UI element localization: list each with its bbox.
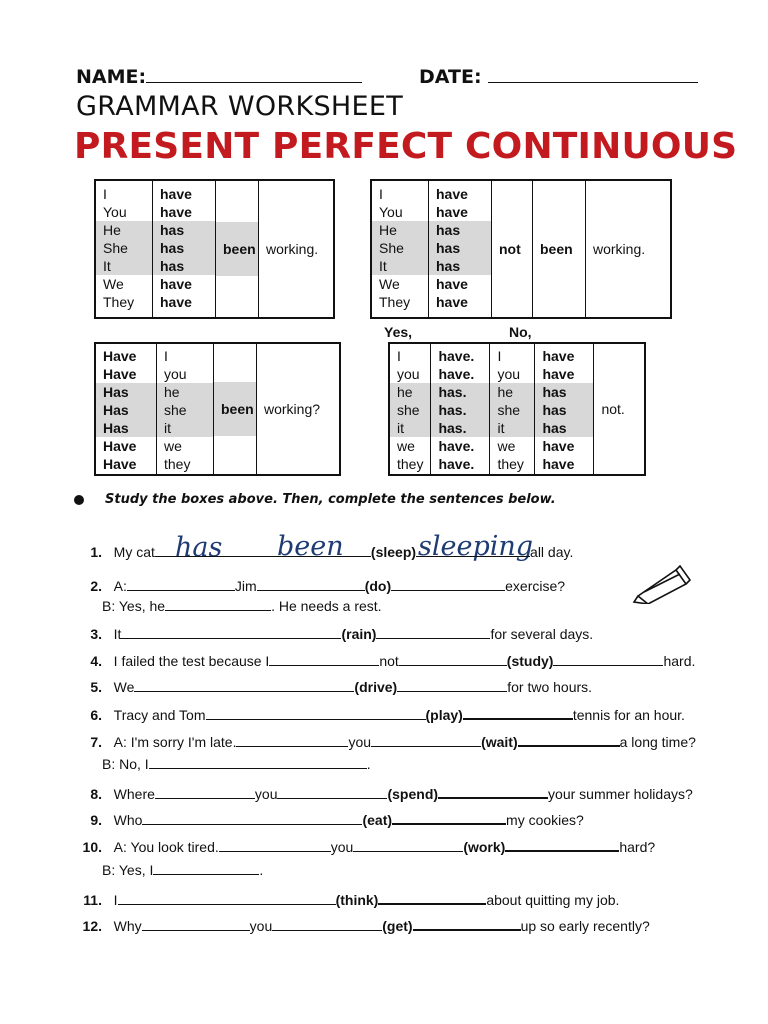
blank[interactable]: [249, 542, 371, 557]
exercise-8: 8. Where you (spend) your summer holidays?: [78, 783, 693, 802]
blank[interactable]: [399, 651, 507, 666]
blank[interactable]: [121, 624, 341, 639]
exercise-4: 4. I failed the test because I not (study) hard.: [90, 653, 696, 669]
affirmative-been: been: [216, 180, 259, 318]
affirmative-verb: working.: [259, 180, 335, 318]
blank[interactable]: [142, 916, 250, 931]
instruction-text: Study the boxes above. Then, complete the sentences below.: [105, 492, 556, 507]
blank[interactable]: [272, 916, 382, 931]
affirmative-aux: have have has has has have have: [153, 180, 216, 318]
handwritten-answer-3: sleeping: [418, 531, 534, 562]
exercise-12: 12. Why you (get) up so early recently?: [78, 915, 650, 934]
exercise-1: 1. My cat (sleep) all day.: [90, 544, 574, 560]
yes-aux: have. have. has. has. has. have. have.: [431, 343, 490, 475]
no-subjects: I you he she it we they: [490, 343, 535, 475]
blank[interactable]: [392, 809, 506, 825]
blank[interactable]: [127, 576, 235, 591]
blank[interactable]: [165, 596, 271, 611]
blank[interactable]: [134, 677, 354, 692]
exercise-9: 9. Who (eat) my cookies?: [78, 809, 584, 828]
blank[interactable]: [518, 731, 620, 747]
exercise-10-line2: B: Yes, I .: [102, 862, 264, 878]
question-table: [94, 342, 341, 476]
exercise-5: 5. We (drive) for two hours.: [90, 679, 593, 695]
blank[interactable]: [397, 677, 507, 692]
exercise-2: 2. A: Jim (do) exercise?: [90, 578, 566, 594]
name-label: NAME:: [76, 66, 147, 88]
question-subjects: I you he she it we they: [157, 343, 214, 475]
yes-label: Yes,: [384, 324, 413, 340]
worksheet-title: GRAMMAR WORKSHEET: [76, 91, 404, 122]
negative-table: [370, 179, 672, 319]
blank[interactable]: [277, 784, 387, 799]
bullet-icon: [74, 495, 84, 505]
worksheet-subtitle: PRESENT PERFECT CONTINUOUS: [74, 126, 738, 167]
negative-verb: working.: [586, 180, 672, 318]
exercise-7: 7. A: I'm sorry I'm late. you (wait) a long time?: [78, 731, 696, 750]
blank[interactable]: [463, 704, 573, 720]
handwritten-answer-2: been: [277, 531, 344, 562]
blank[interactable]: [155, 784, 255, 799]
no-aux: have have has has has have have: [535, 343, 594, 475]
blank[interactable]: [413, 915, 521, 931]
blank[interactable]: [206, 705, 426, 720]
blank[interactable]: [416, 542, 530, 557]
name-field[interactable]: [76, 64, 362, 88]
affirmative-table: [94, 179, 335, 319]
exercise-2-line2: B: Yes, he . He needs a rest.: [102, 598, 382, 614]
blank[interactable]: [376, 624, 490, 639]
pencil-icon: [632, 560, 692, 609]
no-not: not.: [594, 343, 646, 475]
question-aux: Have Have Has Has Has Have Have: [95, 343, 157, 475]
blank[interactable]: [505, 836, 619, 852]
name-blank[interactable]: [146, 64, 362, 83]
exercise-6: 6. Tracy and Tom (play) tennis for an hour.: [78, 704, 685, 723]
affirmative-subjects: I You He She It We They: [95, 180, 153, 318]
blank[interactable]: [391, 576, 505, 591]
blank[interactable]: [153, 860, 259, 875]
exercise-10: 10. A: You look tired. you (work) hard?: [78, 836, 655, 855]
blank[interactable]: [378, 889, 486, 905]
blank[interactable]: [257, 576, 365, 591]
blank[interactable]: [353, 837, 463, 852]
short-answers-table: [388, 342, 646, 476]
handwritten-answer-1: has: [175, 532, 223, 563]
no-label: No,: [509, 324, 532, 340]
blank[interactable]: [149, 754, 367, 769]
blank[interactable]: [118, 890, 336, 905]
exercise-3: 3. It (rain) for several days.: [90, 626, 594, 642]
blank[interactable]: [142, 810, 362, 825]
blank[interactable]: [371, 732, 481, 747]
question-verb: working?: [257, 343, 341, 475]
negative-been: been: [533, 180, 586, 318]
blank[interactable]: [155, 542, 249, 557]
blank[interactable]: [438, 783, 548, 799]
blank[interactable]: [269, 651, 379, 666]
question-been: been: [214, 343, 257, 475]
date-label: DATE:: [419, 66, 482, 88]
date-field[interactable]: [419, 64, 698, 88]
negative-subjects: I You He She It We They: [371, 180, 429, 318]
negative-aux: have have has has has have have: [429, 180, 492, 318]
date-blank[interactable]: [488, 64, 698, 83]
exercise-7-line2: B: No, I .: [102, 756, 371, 772]
negative-not: not: [492, 180, 533, 318]
blank[interactable]: [236, 732, 348, 747]
blank[interactable]: [219, 837, 331, 852]
yes-subjects: I you he she it we they: [389, 343, 431, 475]
exercise-11: 11. I (think) about quitting my job.: [78, 889, 619, 908]
blank[interactable]: [553, 651, 663, 666]
